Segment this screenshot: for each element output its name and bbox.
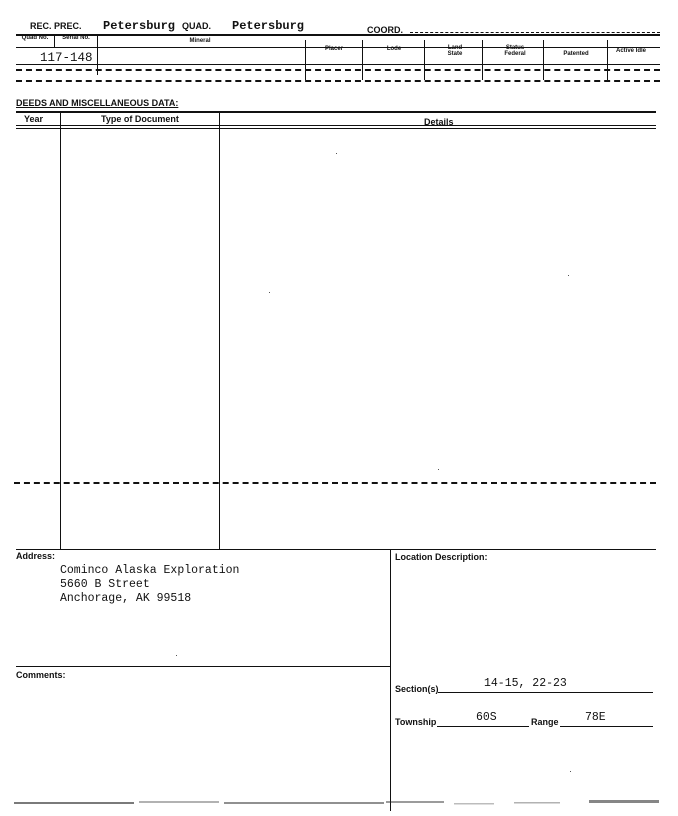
- record-row-dashed-1: [16, 69, 660, 71]
- quad-serial-value: 117-148: [40, 51, 93, 65]
- col-divider-patented: [607, 40, 608, 80]
- deeds-col-year: Year: [24, 114, 44, 124]
- col-active-idle: Active Idle: [616, 48, 647, 54]
- location-description-label: Location Description:: [395, 552, 488, 562]
- quad-value: Petersburg: [232, 19, 305, 33]
- rec-prec-value: Petersburg: [103, 19, 176, 33]
- address-line-2: 5660 B Street: [60, 578, 150, 591]
- address-location-divider: [390, 549, 391, 811]
- coord-label: COORD.: [367, 25, 403, 35]
- col-placer: Placer: [324, 46, 343, 52]
- address-line-3: Anchorage, AK 99518: [60, 592, 192, 605]
- col-mineral: Mineral: [189, 38, 211, 44]
- range-value: 78E: [585, 711, 606, 724]
- col-divider-quad: [54, 35, 55, 48]
- col-status-federal: Status Federal: [504, 45, 526, 57]
- township-underline: [437, 726, 529, 727]
- township-value: 60S: [476, 711, 497, 724]
- col-quad-no: Quad No.: [21, 35, 49, 41]
- col-divider-land: [482, 40, 483, 80]
- address-top-line: [16, 549, 656, 550]
- deeds-header-bottom: [16, 125, 656, 126]
- rec-prec-label: REC. PREC.: [30, 21, 82, 31]
- deeds-col-type: Type of Document: [101, 114, 179, 124]
- section-label: Section(s): [395, 684, 439, 694]
- col-divider-mineral: [305, 40, 306, 80]
- address-line-1: Cominco Alaska Exploration: [60, 564, 240, 577]
- col-patented: Patented: [563, 51, 589, 57]
- deeds-header-bottom-2: [16, 128, 656, 129]
- scan-speck: [336, 153, 337, 154]
- col-land-state: Land State: [447, 45, 463, 57]
- record-row-bottom: [16, 64, 660, 65]
- township-label: Township: [395, 717, 437, 727]
- scan-speck: [568, 275, 569, 276]
- col-divider-lode: [424, 40, 425, 80]
- comments-label: Comments:: [16, 670, 66, 680]
- deeds-table-top: [16, 111, 656, 113]
- col-divider-status: [543, 40, 544, 80]
- coord-dashed-line: [410, 32, 660, 33]
- section-underline: [438, 692, 653, 693]
- deeds-col-details: Details: [424, 117, 454, 127]
- range-label: Range: [531, 717, 559, 727]
- scan-speck: [570, 771, 571, 772]
- record-row-dashed-2: [16, 80, 660, 82]
- comments-top-line: [16, 666, 390, 667]
- col-divider-serial: [97, 35, 98, 75]
- deeds-title: DEEDS AND MISCELLANEOUS DATA:: [16, 98, 179, 108]
- section-value: 14-15, 22-23: [484, 677, 567, 690]
- header-table-top-line: [16, 34, 660, 36]
- quad-label: QUAD.: [182, 21, 211, 31]
- bottom-scan-noise: [14, 797, 664, 809]
- col-serial-no: Serial No.: [62, 35, 90, 41]
- scan-speck: [438, 469, 439, 470]
- deeds-dashed-line: [14, 482, 656, 484]
- col-divider-placer: [362, 40, 363, 80]
- scan-speck: [176, 655, 177, 656]
- address-label: Address:: [16, 551, 56, 561]
- range-underline: [560, 726, 653, 727]
- scan-speck: [269, 292, 270, 293]
- col-lode: Lode: [386, 46, 402, 52]
